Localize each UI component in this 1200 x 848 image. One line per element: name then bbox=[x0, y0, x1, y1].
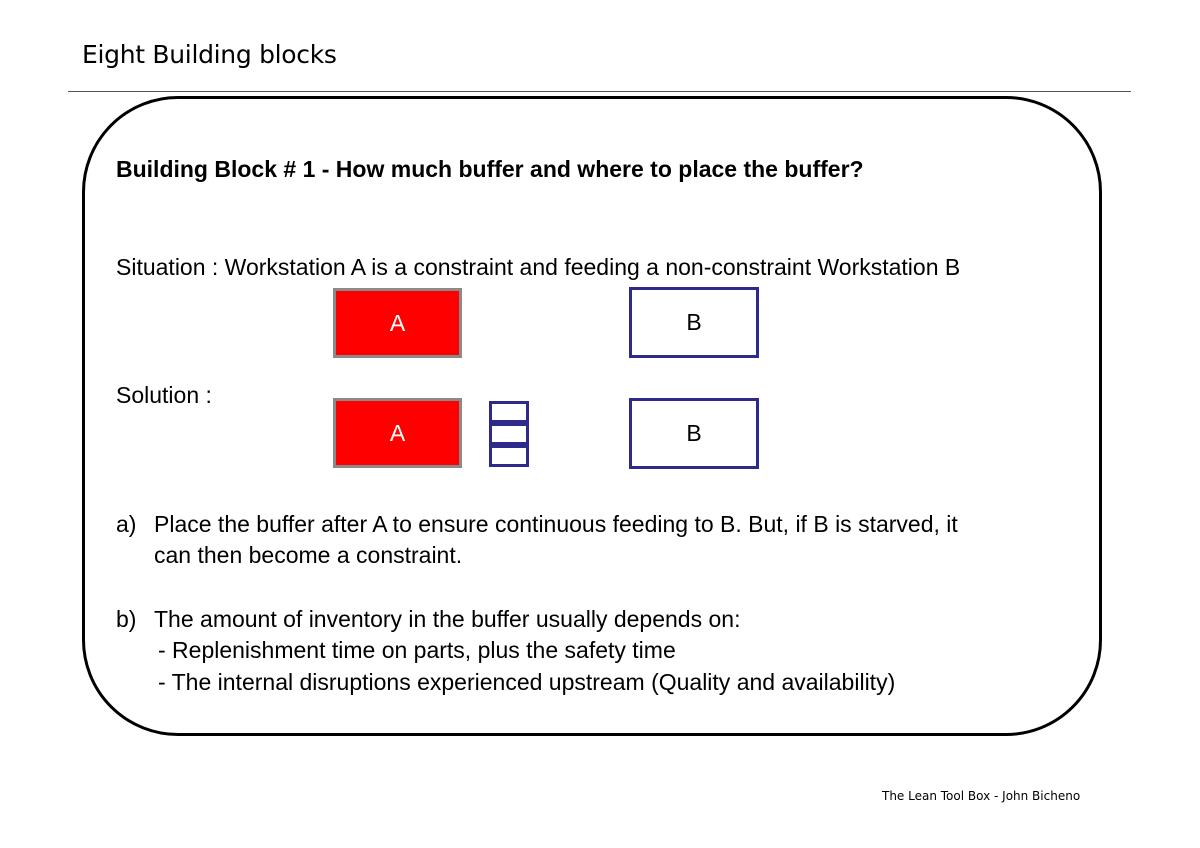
buffer-slot-bottom bbox=[489, 445, 529, 467]
point-a-line-2: can then become a constraint. bbox=[154, 542, 463, 568]
workstation-a-label: A bbox=[389, 309, 406, 336]
workstation-b-box bbox=[629, 287, 759, 358]
point-a-line-1: Place the buffer after A to ensure continuous feeding to B. But, if B is starved, it bbox=[154, 511, 958, 537]
solution-workstation-b-label: B bbox=[686, 420, 702, 446]
situation-text: Situation : Workstation A is a constraint and feeding a non-constraint Workstation B bbox=[116, 254, 961, 280]
solution-workstation-a-label: A bbox=[389, 419, 406, 446]
footer-credit: The Lean Tool Box - John Bicheno bbox=[882, 789, 1081, 803]
buffer-slot-middle bbox=[489, 423, 529, 445]
workstation-b-label: B bbox=[686, 309, 702, 335]
slide-title: Eight Building blocks bbox=[82, 40, 337, 69]
point-b-subitem: - Replenishment time on parts, plus the safety time bbox=[158, 637, 676, 663]
workstation-a-box bbox=[333, 288, 462, 358]
buffer-slot-top bbox=[489, 401, 529, 423]
building-block-heading: Building Block # 1 - How much buffer and where to place the buffer? bbox=[116, 156, 864, 182]
point-b-subitem: - The internal disruptions experienced upstream (Quality and availability) bbox=[158, 669, 896, 695]
solution-workstation-a-box bbox=[333, 398, 462, 468]
solution-workstation-b-box bbox=[629, 398, 759, 469]
solution-label: Solution : bbox=[116, 382, 212, 408]
point-b-line-1: The amount of inventory in the buffer usually depends on: bbox=[154, 606, 741, 632]
point-b-marker: b) bbox=[116, 606, 137, 632]
point-a-marker: a) bbox=[116, 511, 137, 537]
title-divider bbox=[68, 91, 1131, 92]
